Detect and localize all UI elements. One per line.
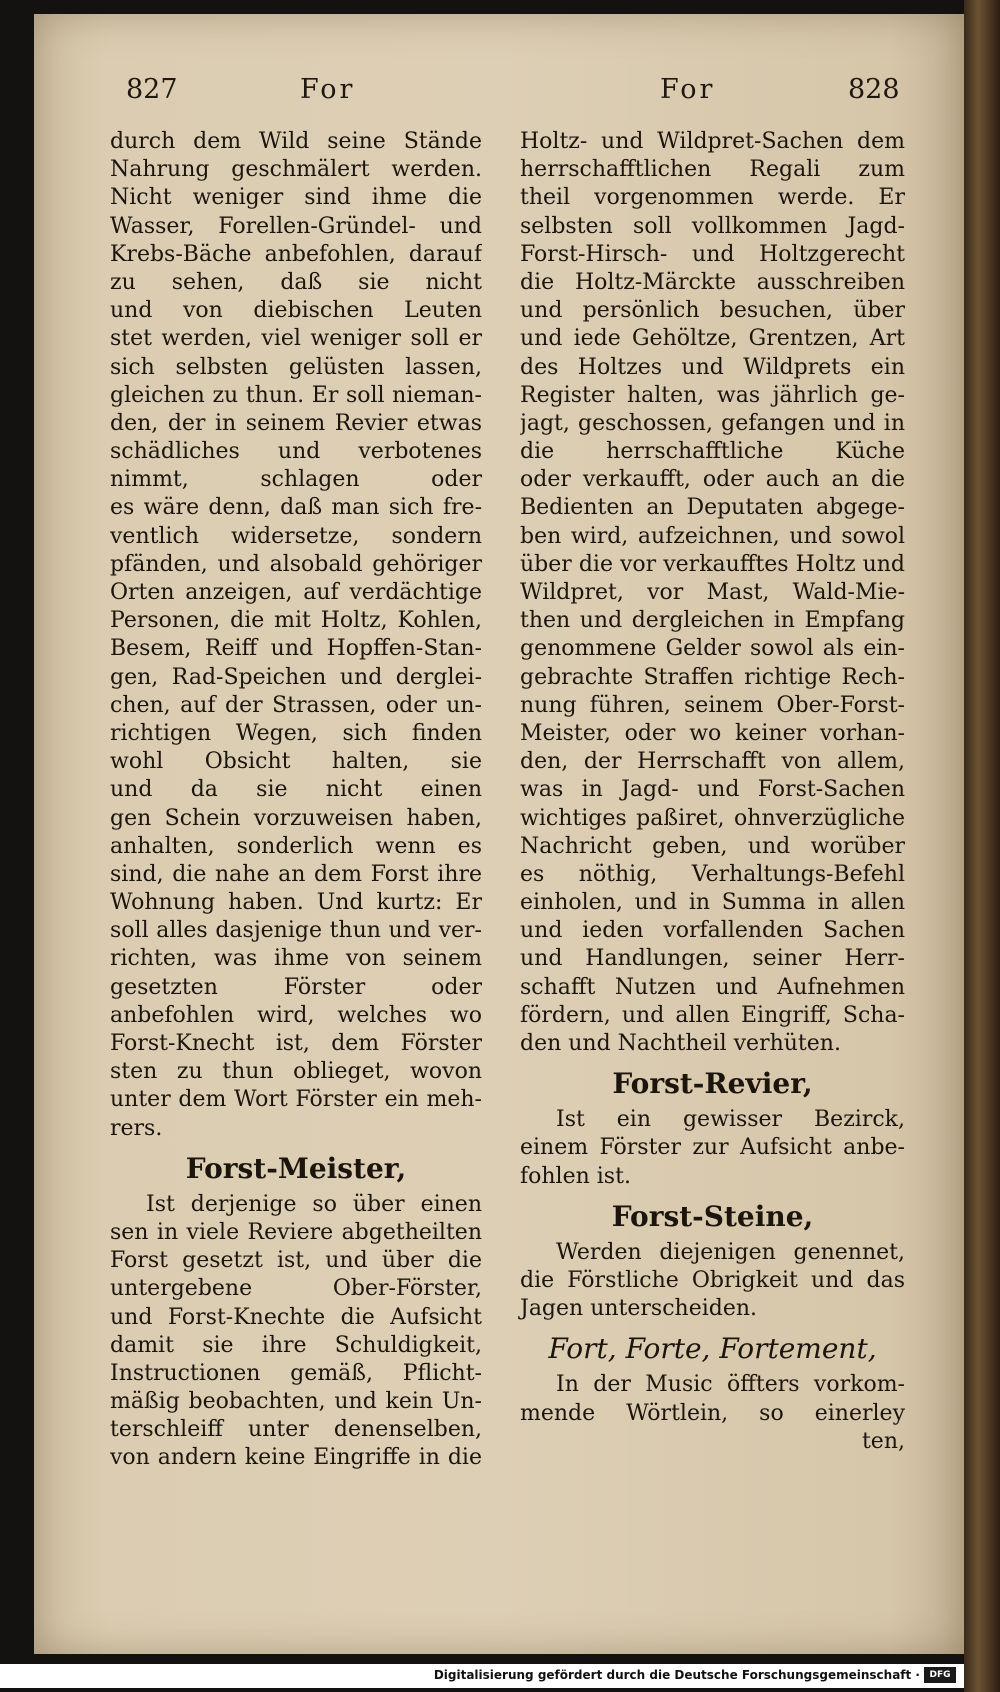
page-number-right: 828 xyxy=(848,74,900,105)
text-line: was in Jagd- und Forst-Sachen xyxy=(520,777,905,803)
text-line: Wildpret, vor Mast, Wald-Mie- xyxy=(520,580,905,605)
text-line: gen, Rad-Speichen und derglei- xyxy=(110,664,482,690)
text-line: pfänden, und alsobald gehöriger xyxy=(110,551,482,577)
text-line: schädliches und verbotenes xyxy=(110,439,482,465)
text-line: Ist derjenige so über einen xyxy=(146,1191,482,1217)
right-column xyxy=(520,128,905,1456)
text-line: und Handlungen, seiner Herr- xyxy=(520,946,905,972)
text-line: den, der in seinem Revier etwas xyxy=(110,410,482,436)
text-line: damit sie ihre Schuldigkeit, xyxy=(110,1332,482,1358)
paragraph-forst-revier xyxy=(520,1106,905,1162)
text-line: und da sie nicht einen xyxy=(110,777,482,803)
text-line: über die vor verkaufftes Holtz und xyxy=(520,551,905,577)
text-line: Forst gesetzt ist, und über die xyxy=(110,1248,482,1274)
entry-heading-forst-steine: Forst-Steine, xyxy=(611,1199,814,1233)
text-line: ventlich widersetze, sondern xyxy=(110,523,482,549)
text-line: In der Music öffters vorkom- xyxy=(556,1372,905,1398)
text-line: die herrschafftliche Küche xyxy=(520,439,905,465)
text-line: und persönlich besuchen, über xyxy=(520,298,905,324)
text-line: die Holtz-Märckte ausschreiben xyxy=(520,269,905,295)
text-line: stet werden, viel weniger soll er xyxy=(110,326,482,352)
text-line: sich selbsten gelüsten lassen, xyxy=(110,354,482,380)
text-line: einem Förster zur Aufsicht anbe- xyxy=(520,1135,905,1161)
text-line: einholen, und in Summa in allen xyxy=(520,890,905,916)
text-line: anbefohlen wird, welches wo xyxy=(110,1002,482,1028)
text-line: sen in viele Reviere abgetheilten xyxy=(110,1219,482,1245)
entry-heading-forst-revier: Forst-Revier, xyxy=(612,1067,813,1101)
text-line: mäßig beobachten, und kein Un- xyxy=(110,1389,482,1415)
text-line: selbsten soll vollkommen Jagd- xyxy=(520,213,905,239)
text-line: Instructionen gemäß, Pflicht- xyxy=(110,1360,482,1386)
running-header xyxy=(0,74,1000,114)
text-line: soll alles dasjenige thun und ver- xyxy=(110,918,482,944)
text-line: Forst-Knecht ist, dem Förster xyxy=(110,1031,482,1056)
text-line: und iede Gehöltze, Grentzen, Art xyxy=(520,326,905,352)
text-line: Meister, oder wo keiner vorhan- xyxy=(520,720,905,746)
text-line: gleichen zu thun. Er soll nieman- xyxy=(110,382,482,408)
text-line: Personen, die mit Holtz, Kohlen, xyxy=(110,608,482,634)
text-line: von andern keine Eingriffe in die xyxy=(110,1445,482,1471)
text-line: Nicht weniger sind ihme die xyxy=(110,185,482,211)
text-line: Orten anzeigen, auf verdächtige xyxy=(110,580,482,605)
running-head-left: For xyxy=(300,74,356,105)
text-line: durch dem Wild seine Stände xyxy=(110,129,482,154)
text-line: jagt, geschossen, gefangen und in xyxy=(520,410,905,436)
text-line: des Holtzes und Wildprets ein xyxy=(520,354,905,380)
dfg-logo: DFG xyxy=(924,1667,956,1683)
text-line: richtigen Wegen, sich finden xyxy=(110,720,482,746)
text-line: Wohnung haben. Und kurtz: Er xyxy=(110,890,482,916)
paragraph-last-line: Jagen unterscheiden. xyxy=(520,1296,758,1322)
digitization-footer xyxy=(0,1664,964,1688)
text-line: Forst-Hirsch- und Holtzgerecht xyxy=(520,241,905,267)
paragraph-fort xyxy=(520,1371,905,1427)
paragraph-last-line: den und Nachtheil verhüten. xyxy=(520,1031,841,1056)
paragraph-forst-meister xyxy=(110,1191,482,1473)
funding-credit: Digitalisierung gefördert durch die Deutsche Forschungsgemeinschaft · xyxy=(433,1668,920,1682)
text-line: schafft Nutzen und Aufnehmen xyxy=(520,974,905,1000)
entry-heading-forst-meister: Forst-Meister, xyxy=(185,1151,407,1185)
text-line: gesetzten Förster oder xyxy=(110,974,482,1000)
text-line: fördern, und allen Eingriff, Scha- xyxy=(520,1002,905,1028)
text-line: richten, was ihme von seinem xyxy=(110,946,482,972)
text-line: anhalten, sonderlich wenn es xyxy=(110,833,482,859)
paragraph-forst-steine xyxy=(520,1239,905,1295)
text-line: und von diebischen Leuten xyxy=(110,298,482,324)
text-line: theil vorgenommen werde. Er xyxy=(520,185,905,211)
text-line: nimmt, schlagen oder xyxy=(110,467,482,493)
text-line: herrschafftlichen Regali zum xyxy=(520,157,905,183)
text-line: wichtiges paßiret, ohnverzügliche xyxy=(520,805,905,831)
paragraph-continued xyxy=(110,128,482,1115)
text-line: oder verkaufft, oder auch an die xyxy=(520,467,905,493)
text-line: zu sehen, daß sie nicht xyxy=(110,269,482,295)
text-line: unter dem Wort Förster ein meh- xyxy=(110,1087,482,1113)
entry-heading-fort: Fort, Forte, Fortement, xyxy=(548,1332,877,1366)
text-line: und ieden vorfallenden Sachen xyxy=(520,918,905,944)
text-line: sind, die nahe an dem Forst ihre xyxy=(110,861,482,887)
text-line: Krebs-Bäche anbefohlen, darauf xyxy=(110,241,482,267)
text-line: ben wird, aufzeichnen, und sowol xyxy=(520,523,905,549)
text-line: terschleiff unter denenselben, xyxy=(110,1417,482,1443)
text-line: Werden diejenigen genennet, xyxy=(556,1239,905,1265)
text-line: gen Schein vorzuweisen haben, xyxy=(110,805,482,831)
text-line: then und dergleichen in Empfang xyxy=(520,608,905,634)
paragraph-continued xyxy=(520,128,905,1030)
text-line: gebrachte Straffen richtige Rech- xyxy=(520,664,905,690)
text-line: Wasser, Forellen-Gründel- und xyxy=(110,213,482,239)
running-head-right: For xyxy=(660,74,716,105)
text-line: Besem, Reiff und Hopffen-Stan- xyxy=(110,636,482,662)
text-line: Bedienten an Deputaten abgege- xyxy=(520,495,905,521)
page-number-left: 827 xyxy=(126,74,178,105)
text-line: Register halten, was jährlich ge- xyxy=(520,382,905,408)
text-line: Nahrung geschmälert werden. xyxy=(110,157,482,183)
text-line: es wäre denn, daß man sich fre- xyxy=(110,495,482,521)
text-line: und Forst-Knechte die Aufsicht xyxy=(110,1304,482,1330)
text-line: wohl Obsicht halten, sie xyxy=(110,749,482,775)
text-line: genommene Gelder sowol als ein- xyxy=(520,636,905,662)
text-line: Ist ein gewisser Bezirck, xyxy=(556,1107,905,1133)
paragraph-last-line: rers. xyxy=(110,1115,163,1141)
text-line: nung führen, seinem Ober-Forst- xyxy=(520,692,905,718)
text-line: untergebene Ober-Förster, xyxy=(110,1276,482,1302)
paragraph-last-line: fohlen ist. xyxy=(520,1163,631,1189)
left-column xyxy=(110,128,482,1473)
text-line: Holtz- und Wildpret-Sachen dem xyxy=(520,129,905,154)
book-spine xyxy=(964,0,1000,1692)
text-line: die Förstliche Obrigkeit und das xyxy=(520,1267,905,1293)
text-line: mende Wörtlein, so einerley xyxy=(520,1400,905,1426)
catchword: ten, xyxy=(861,1428,905,1454)
text-line: chen, auf der Strassen, oder un- xyxy=(110,692,482,718)
text-line: sten zu thun oblieget, wovon xyxy=(110,1059,482,1085)
text-line: den, der Herrschafft von allem, xyxy=(520,749,905,775)
text-line: Nachricht geben, und worüber xyxy=(520,833,905,859)
text-line: es nöthig, Verhaltungs-Befehl xyxy=(520,861,905,887)
